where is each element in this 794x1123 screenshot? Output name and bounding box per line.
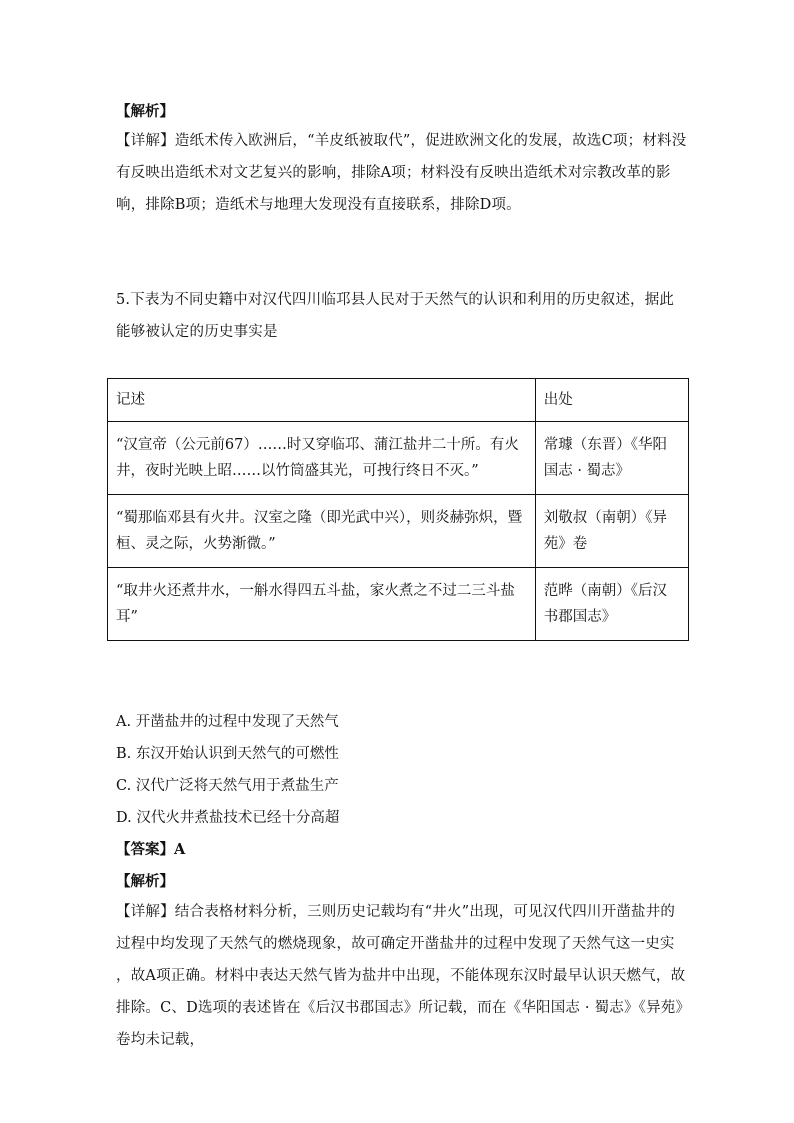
question-stem: 5.下表为不同史籍中对汉代四川临邛县人民对于天然气的认识和利用的历史叙述，据此能够被认定的历史事实是	[116, 292, 675, 340]
option-b: B. 东汉开始认识到天然气的可燃性	[116, 746, 339, 762]
table-cell-desc: “汉宣帝（公元前67）……时又穿临邛、蒲江盐井二十所。有火井，夜时光映上昭……以竹筒盛其光，可拽行终日不灭。”	[108, 422, 536, 495]
table-cell-source: 刘敬叔（南朝）《异苑》卷	[535, 495, 688, 568]
option-a: A. 开凿盐井的过程中发现了天然气	[116, 714, 339, 730]
analysis-label: 【解析】	[116, 873, 174, 890]
table-row	[108, 422, 689, 495]
option-c: C. 汉代广泛将天然气用于煮盐生产	[116, 778, 339, 794]
prev-analysis-label: 【解析】	[116, 103, 174, 120]
table-cell-desc: “取井火还煮井水，一斛水得四五斗盐，家火煮之不过二三斗盐耳”	[108, 568, 536, 641]
table-cell-desc: “蜀那临邓县有火井。汉室之隆（即光武中兴），则炎赫弥炽，暨桓、灵之际，火势渐微。”	[108, 495, 536, 568]
table-cell-source: 范晔（南朝）《后汉书郡国志》	[535, 568, 688, 641]
table-row	[108, 495, 689, 568]
prev-detail-text: 【详解】造纸术传入欧洲后，“羊皮纸被取代”，促进欧洲文化的发展，故选C项；材料没有反映出造纸术对文艺复兴的影响，排除A项；材料没有反映出造纸术对宗教改革的影响，排除B项；造纸术与地理大发现没有直接联系，排除D项。	[116, 133, 687, 213]
table-header-source: 出处	[535, 379, 688, 422]
table-header-row	[108, 379, 689, 422]
table-row	[108, 568, 689, 641]
table-header-desc: 记述	[108, 379, 536, 422]
table-cell-source: 常璩（东晋）《华阳国志 · 蜀志》	[535, 422, 688, 495]
answer-label: 【答案】A	[116, 841, 186, 858]
source-table	[107, 378, 689, 641]
detail-text: 【详解】结合表格材料分析，三则历史记载均有“井火”出现，可见汉代四川开凿盐井的过程中均发现了天然气的燃烧现象，故可确定开凿盐井的过程中发现了天然气这一史实 ，故A项正确。材料中表达天然气皆为盐井中出现，不能体现东汉时最早认识天燃气，故排除。C、D选项的表述皆在《后汉书郡国志》所记载，而在《华阳国志 · 蜀志》《异苑》卷均未记载，	[116, 904, 686, 1048]
option-d: D. 汉代火井煮盐技术已经十分高超	[116, 810, 340, 826]
